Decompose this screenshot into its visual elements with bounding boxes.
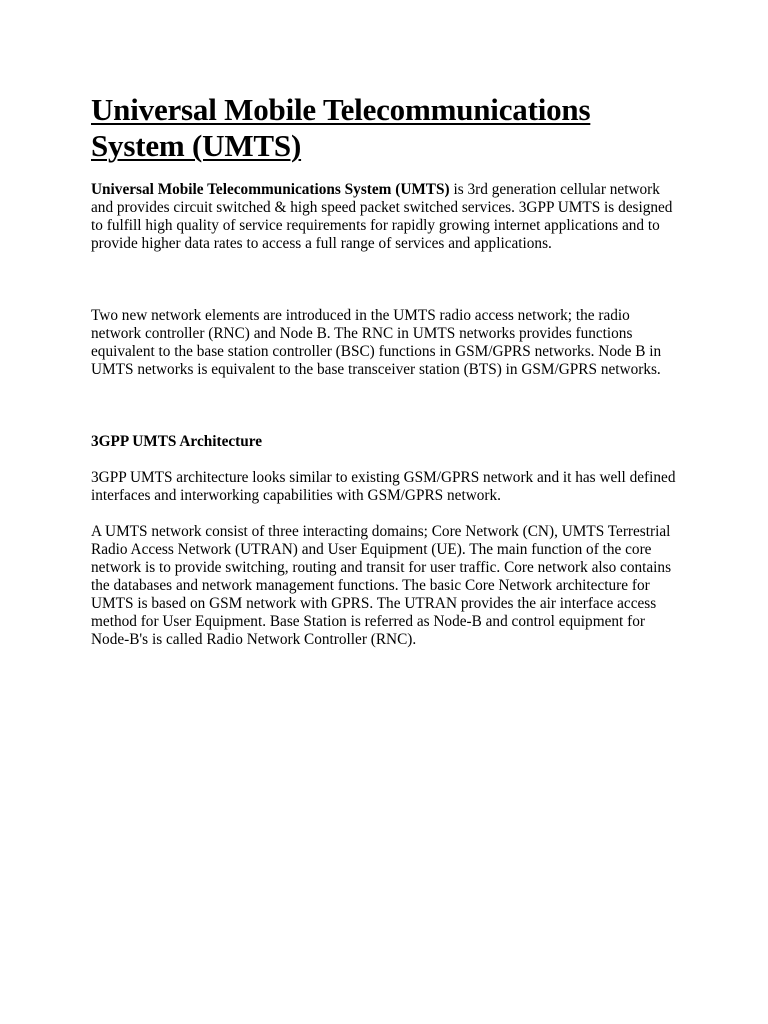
architecture-paragraph: 3GPP UMTS architecture looks similar to existing GSM/GPRS network and it has well defined interfaces and interworking capabilities with GSM/GPRS network. [91, 469, 676, 504]
domains-paragraph: A UMTS network consist of three interacting domains; Core Network (CN), UMTS Terrestrial Radio Access Network (UTRAN) and User Equipment (UE). The main function of the core network is to provide switching, routing and transit for user traffic. Core network also contains the databases and network management functions. The basic Core Network architecture for UMTS is based on GSM network with GPRS. The UTRAN provides the air interface access method for User Equipment. Base Station is referred as Node-B and control equipment for Node-B's is called Radio Network Controller (RNC). [91, 523, 672, 648]
intro-text: is 3rd generation cellular network and provides circuit switched & high speed packet switched services. 3GPP UMTS is designed to fulfill high quality of service requirements for rapidly growing internet applications and to provide higher data rates to access a full range of services and applications. [91, 181, 673, 252]
document-page [91, 92, 683, 649]
page-title: Universal Mobile Telecommunications System (UMTS) [91, 92, 591, 163]
intro-paragraph [91, 181, 683, 253]
section-heading: 3GPP UMTS Architecture [91, 433, 263, 450]
network-elements-paragraph: Two new network elements are introduced in the UMTS radio access network; the radio network controller (RNC) and Node B. The RNC in UMTS networks provides functions equivalent to the base station controller (BSC) functions in GSM/GPRS networks. Node B in UMTS networks is equivalent to the base transceiver station (BTS) in GSM/GPRS networks. [91, 307, 662, 378]
intro-bold-term: Universal Mobile Telecommunications System (UMTS) [91, 181, 450, 198]
